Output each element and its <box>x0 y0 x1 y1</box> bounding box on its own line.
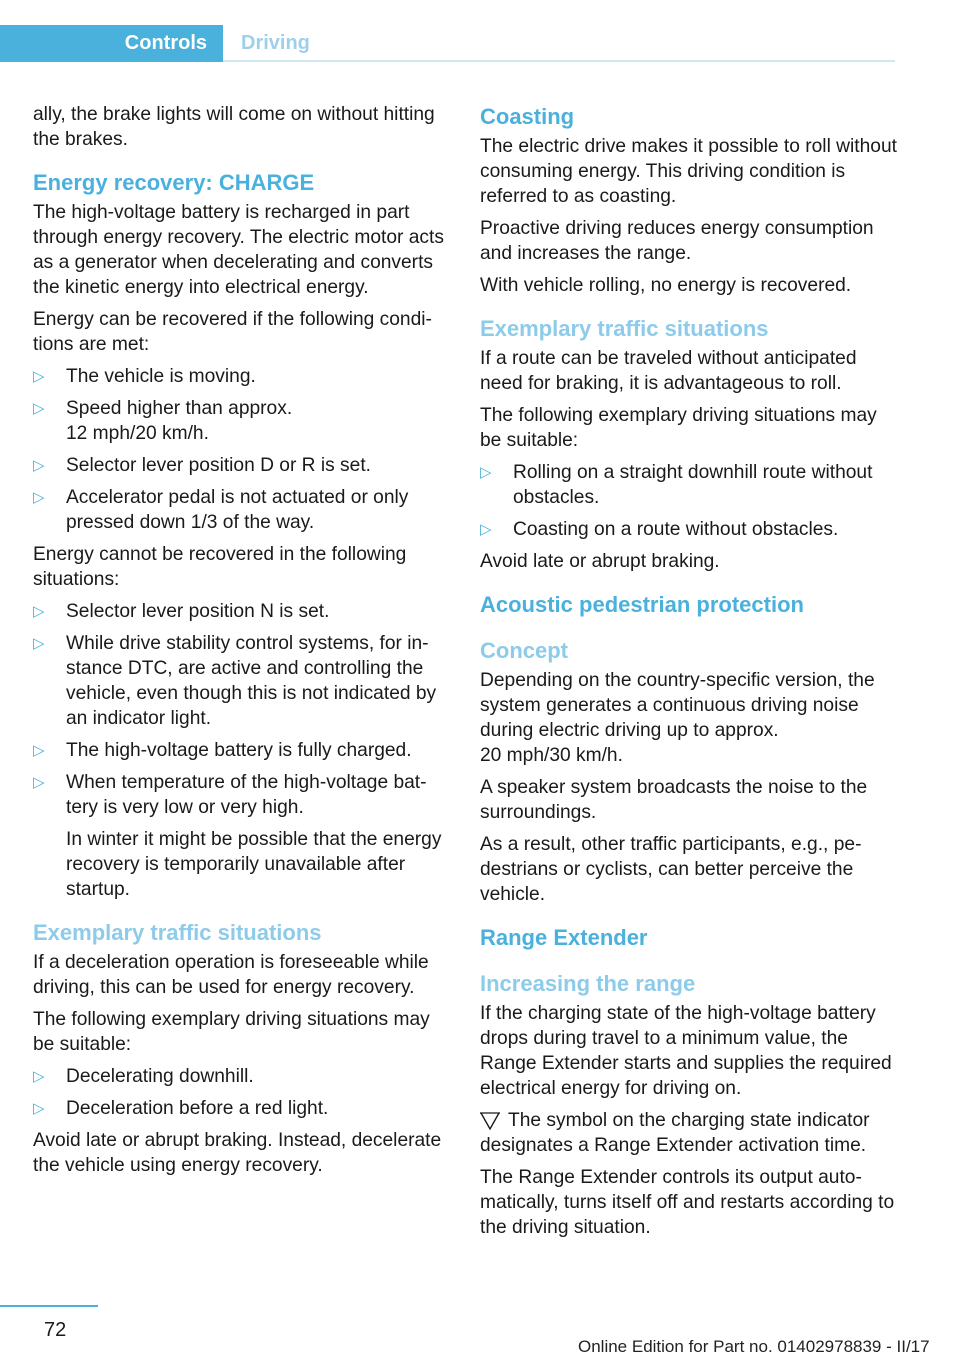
paragraph: If a route can be traveled without anticipated need for braking, it is advantageous to roll. <box>480 348 857 394</box>
paragraph: The high-voltage battery is recharged in part through energy recovery. The electric motor acts as a generator when decelerating and converts the kinetic energy into electrical energy. <box>33 202 444 298</box>
list-item: ▷ Coasting on a route without obstacles. <box>480 519 839 540</box>
right-column <box>480 102 898 1247</box>
list-item: ▷ The vehicle is moving. <box>33 366 256 387</box>
triangle-right-icon: ▷ <box>33 1100 45 1117</box>
edition-note: Online Edition for Part no. 01402978839 - II/17 <box>578 1337 930 1356</box>
list-item: ▷ Deceleration before a red light. <box>33 1098 329 1119</box>
heading-traffic-situations: Exemplary traffic situations <box>480 316 769 341</box>
conditions-list <box>33 364 448 535</box>
heading-concept: Concept <box>480 638 568 663</box>
situations-list <box>480 460 898 542</box>
triangle-right-icon: ▷ <box>33 635 45 652</box>
list-item: ▷ Accelerator pedal is not actuated or only pressed down 1/3 of the way. <box>33 487 409 533</box>
list-item: ▷ Speed higher than approx. 12 mph/20 km/h. <box>33 398 293 444</box>
list-item-note: In winter it might be possible that the energy recovery is temporarily unavailable after startup. <box>66 829 442 900</box>
section-tab-driving: Driving <box>241 32 310 54</box>
list-item: ▷ Decelerating downhill. <box>33 1066 254 1087</box>
paragraph: Energy cannot be recovered in the following situations: <box>33 544 407 590</box>
paragraph: As a result, other traffic participants, e.g., pedestrians or cyclists, can better perceive the vehicle. <box>480 834 862 905</box>
triangle-right-icon: ▷ <box>33 489 45 506</box>
triangle-right-icon: ▷ <box>480 521 492 538</box>
triangle-right-icon: ▷ <box>33 368 45 385</box>
list-item: ▷ The high-voltage battery is fully charged. <box>33 740 412 761</box>
paragraph: The electric drive makes it possible to roll without consuming energy. This driving condition is referred to as coasting. <box>480 136 897 207</box>
page-header <box>0 25 895 62</box>
triangle-right-icon: ▷ <box>33 400 45 417</box>
situations-list <box>33 1064 448 1121</box>
list-item: ▷ Rolling on a straight downhill route without obstacles. <box>480 462 873 508</box>
heading-acoustic-protection: Acoustic pedestrian protection <box>480 592 804 617</box>
page-number: 72 <box>44 1319 67 1341</box>
paragraph: Energy can be recovered if the following conditions are met: <box>33 309 432 355</box>
paragraph: The following exemplary driving situations may be suitable: <box>33 1009 430 1055</box>
paragraph: Depending on the country-specific version, the system generates a continuous driving noise during electric driving up to approx. 20 mph/30 km/h. <box>480 670 875 766</box>
triangle-right-icon: ▷ <box>33 457 45 474</box>
section-tab-controls: Controls <box>0 25 223 62</box>
paragraph: With vehicle rolling, no energy is recovered. <box>480 275 852 296</box>
range-extender-triangle-icon <box>480 1108 504 1131</box>
triangle-right-icon: ▷ <box>480 464 492 481</box>
paragraph: If a deceleration operation is foreseeable while driving, this can be used for energy recovery. <box>33 952 429 998</box>
paragraph: Proactive driving reduces energy consumption and increases the range. <box>480 218 874 264</box>
heading-traffic-situations: Exemplary traffic situations <box>33 920 322 945</box>
left-column <box>33 102 448 1185</box>
heading-energy-recovery: Energy recovery: CHARGE <box>33 170 315 195</box>
heading-coasting: Coasting <box>480 104 575 129</box>
footer-divider <box>0 1305 98 1307</box>
paragraph: The Range Extender controls its output automatically, turns itself off and restarts according to the driving situation. <box>480 1167 895 1238</box>
triangle-right-icon: ▷ <box>33 603 45 620</box>
paragraph: Avoid late or abrupt braking. Instead, decelerate the vehicle using energy recovery. <box>33 1130 442 1176</box>
triangle-right-icon: ▷ <box>33 774 45 791</box>
paragraph: A speaker system broadcasts the noise to the surroundings. <box>480 777 868 823</box>
list-item: ▷ When temperature of the high-voltage battery is very low or very high. In winter it might be possible that the energy recovery is temporarily unavailable after startup. <box>33 770 448 902</box>
paragraph: If the charging state of the high-voltage battery drops during travel to a minimum value, the Range Extender starts and supplies the required electrical energy for driving on. <box>480 1003 892 1099</box>
paragraph: The following exemplary driving situations may be suitable: <box>480 405 877 451</box>
heading-increasing-range: Increasing the range <box>480 971 696 996</box>
heading-range-extender: Range Extender <box>480 925 648 950</box>
list-item: ▷ Selector lever position D or R is set. <box>33 455 371 476</box>
triangle-right-icon: ▷ <box>33 742 45 759</box>
intro-paragraph: ally, the brake lights will come on without hitting the brakes. <box>33 104 435 150</box>
paragraph-with-symbol: The symbol on the charging state indicator designates a Range Extender activation time. <box>480 1110 870 1156</box>
list-item: ▷ While drive stability control systems, for instance DTC, are active and controlling the vehicle, even though this is not indicated by an indicator light. <box>33 633 437 729</box>
cannot-list <box>33 599 448 902</box>
paragraph: Avoid late or abrupt braking. <box>480 551 720 572</box>
list-item: ▷ Selector lever position N is set. <box>33 601 330 622</box>
triangle-right-icon: ▷ <box>33 1068 45 1085</box>
header-divider <box>223 60 895 62</box>
